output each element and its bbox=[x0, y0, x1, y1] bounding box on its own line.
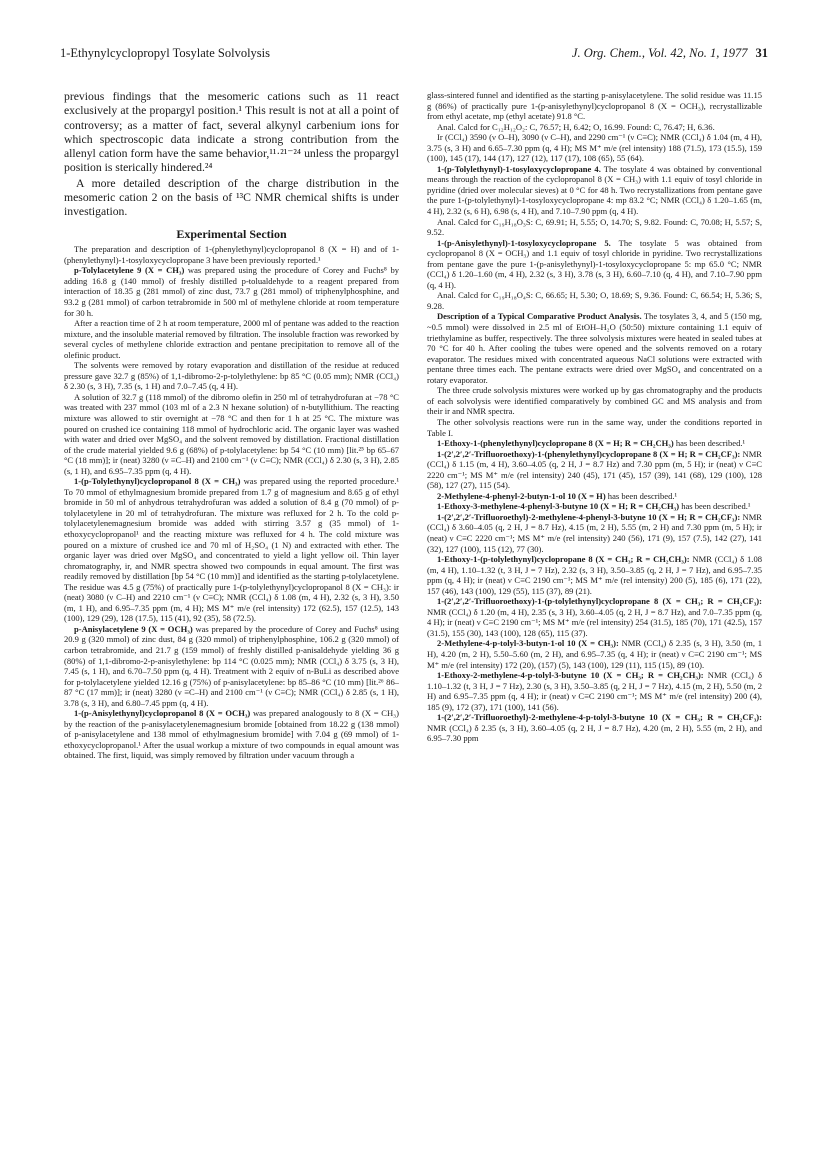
paragraph-text: NMR (CCl₄) δ 3.60–4.05 (q, 2 H, J = 8.7 Hz), 4.15 (m, 2 H), 5.55 (m, 2 H) and 7.30 ppm (m, 5 H); ir (neat) ν C≡C 2220 cm⁻¹; MS M⁺ m/e (rel intensity) 240 (56), 171 (9), 157 (7.5), 142 (27), 141 (32), 127 (100), 115 (12), 77 (30). bbox=[427, 511, 762, 554]
paragraph-text: NMR (CCl₄) δ 2.35 (s, 3 H), 3.60–4.05 (q, 2 H, J = 8.7 Hz), 4.20 (m, 2 H), 5.55 (m, 2 H), and 6.95–7.30 ppm bbox=[427, 722, 762, 744]
paragraph bbox=[427, 712, 762, 744]
paragraph-text: was prepared analogously to 8 (X = CH₃) by the reaction of the p-anisylacetylenemagnesium bromide [obtained from 18.22 g (138 mmol) of p-anisylacetylene and 138 mmol of ethylmagnesium bromide] with 7.04 g (69 mmol) of 1-ethoxycyclopropanol.¹ After the usual workup a mixture of two compounds in equal amount was obtained. The first, liquid, was simply removed by filtration under vacuum through a bbox=[64, 708, 399, 761]
paragraph-text: Anal. Calcd for C₁₉H₁₈O₄S: C, 66.65; H, 5.30; O, 18.69; S, 9.36. Found: C, 66.54; H, 5.36; S, 9.28. bbox=[427, 290, 762, 311]
paragraph-text: Ir (CCl₄) 3590 (ν O–H), 3090 (ν C–H), and 2290 cm⁻¹ (ν C≡C); NMR (CCl₄) δ 1.04 (m, 4 H), 3.75 (s, 3 H) and 6.65–7.30 ppm (q, 4 H); MS M⁺ m/e (rel intensity) 188 (71.5), 173 (15.5), 159 (100), 145 (17), 144 (17), 127 (12), 117 (17), 108 (65), 55 (64). bbox=[427, 132, 762, 164]
paragraph bbox=[427, 438, 762, 449]
paragraph bbox=[427, 554, 762, 596]
paragraph-text: NMR (CCl₄) δ 2.35 (s, 3 H), 3.50 (m, 1 H), 4.20 (m, 2 H), 5.50–5.60 (m, 2 H), and 6.95–7.35 (q, 4 H); ir (neat) ν C≡C 2190 cm⁻¹; MS M⁺ m/e (rel intensity) 172 (20), (157) (5), 143 (100), 129 (11), 115 (15), 89 (10). bbox=[427, 638, 762, 670]
compound-heading: p-Anisylacetylene 9 (X = OCH₃) bbox=[74, 623, 193, 634]
paragraph bbox=[64, 708, 399, 761]
paragraph bbox=[64, 265, 399, 318]
paragraph bbox=[64, 177, 399, 220]
paragraph-text: was prepared using the procedure of Corey and Fuchs⁸ by adding 16.8 g (140 mmol) of freshly distilled p-tolualdehyde to a reagent prepared from interaction of 18.35 g (281 mmol) of zinc dust, 73.7 g (281 mmol) of triphenylphosphine, and 93.2 g (281 mmol) of carbon tetrabromide in 500 ml of methylene chloride at room temperature for 30 h. bbox=[64, 265, 399, 318]
compound-heading: 1-(2′,2′,2′-Trifluoroethyl)-2-methylene-4-p-tolyl-3-butyne 10 (X = CH₃; R = CH₂CF₃): bbox=[437, 712, 762, 723]
paragraph-text: was prepared using the reported procedure.¹ To 70 mmol of ethylmagnesium bromide prepared from 1.7 g of magnesium and 8.65 g of ethyl bromide in 50 ml of anhydrous tetrahydrofuran was added a solution of 8.4 g (70 mmol) of p-tolylacetylene in 20 ml of tetrahydrofuran. The mixture was refluxed for 2 h. To the cold p-tolylacetylenemagnesium bromide was added with stirring 3.57 g (35 mmol) of 1-ethoxycyclopropanol¹ and the reacting mixture was refluxed for 4 h. The cold mixture was poured on a mixture of crushed ice and 70 ml of H₂SO₄ (1 N) and extracted with ether. The organic layer was dried over MgSO₄ and concentrated to yield a light yellow oil. Thin layer chromatography, ir, and NMR spectra showed two compounds in equal amount. The first was readily removed by distillation [bp 54 °C (10 mm)] and identified as the starting p-tolylacetylene. The residue was 4.5 g (75%) of practically pure 1-(p-tolylethynyl)cyclopropanol 8 (X = CH₃): ir (neat) 3080 (ν C–H) and 2210 cm⁻¹ (ν C≡C); NMR (CCl₄) δ 1.08 (m, 4 H), 2.32 (s, 3 H), 3.50 (m, 1 H), and 6.95–7.35 ppm (m, 4 H); MS M⁺ m/e (rel intensity) 172 (62.5), 157 (12.5), 143 (100), 129 (29), 128 (17.5), 115 (41), 92 (35), 58 (72.5). bbox=[64, 476, 399, 624]
compound-heading: 2-Methylene-4-p-tolyl-3-butyn-1-ol 10 (X = CH₃): bbox=[437, 638, 619, 649]
paragraph-text: The tosylate 5 was obtained from cyclopropanol 8 (X = OCH₃) and 1.1 equiv of tosyl chloride in pyridine. Two recrystallizations from pentane gave the pure 1-(p-anisylethynyl)-1-tosyloxycyclopropane 5: mp 65.0 °C; NMR (CCl₄) δ 1.20–1.60 (m, 4 H), 2.32 (s, 3 H), 3.78 (s, 3 H), 6.60–7.10 (q, 4 H), and 7.10–7.90 ppm (q, 4 H). bbox=[427, 237, 762, 290]
compound-heading: 1-(p-Tolylethynyl)-1-tosyloxycyclopropane 4. bbox=[437, 163, 601, 174]
paragraph-text: NMR (CCl₄) δ 1.10–1.32 (t, 3 H, J = 7 Hz), 2.30 (s, 3 H), 3.50–3.85 (q, 2 H, J = 7 Hz), 4.15 (m, 2 H), 5.50 (m, 2 H) and 6.95–7.35 ppm (q, 4 H); ir (neat) ν C≡C 2190 cm⁻¹; MS M⁺ m/e (rel intensity) 200 (4), 185 (9), 172 (37), 171 (100), 141 (56). bbox=[427, 670, 762, 712]
compound-heading: 1-Ethoxy-2-methylene-4-p-tolyl-3-butyne 10 (X = CH₃; R = CH₂CH₃): bbox=[437, 670, 704, 681]
section-heading: Experimental Section bbox=[176, 226, 287, 241]
paragraph-text: has been described.¹ bbox=[673, 438, 746, 449]
paragraph bbox=[64, 318, 399, 360]
compound-heading: 1-(2′,2′,2′-Trifluoroethyl)-2-methylene-4-phenyl-3-butyne 10 (X = H; R = CH₂CF₃): bbox=[437, 511, 741, 522]
paragraph bbox=[427, 238, 762, 291]
paragraph-text: A more detailed description of the charge distribution in the mesomeric cation 2 on the basis of ¹³C NMR chemical shifts is under investigation. bbox=[64, 176, 399, 219]
paragraph-text: glass-sintered funnel and identified as the starting p-anisylacetylene. The solid residue was 11.15 g (86%) of practically pure 1-(p-anisylethynyl)cyclopropanol 8 (X = OCH₃), recrystallizable from ethyl acetate, mp (ethyl acetate) 91.8 °C. bbox=[427, 90, 762, 122]
paragraph bbox=[427, 512, 762, 554]
paragraph-text: previous findings that the mesomeric cations such as 11 react exclusively at the propargyl position.¹ This result is not at all a point of controversy; as a matter of fact, several alkynyl carbenium ions for which spectroscopic data indicate a strong contribution from the allenyl cation form have the same behavior,¹¹·²¹⁻²⁴ unless the propargyl position is sterically hindered.²⁴ bbox=[64, 90, 399, 175]
paragraph bbox=[427, 596, 762, 638]
paragraph bbox=[427, 491, 762, 502]
paragraph bbox=[427, 164, 762, 217]
paragraph-text: Anal. Calcd for C₁₉H₁₈O₃S: C, 69.91; H, 5.55; O, 14.70; S, 9.82. Found: C, 70.08; H, 5.57; S, 9.52. bbox=[427, 216, 762, 238]
journal-citation bbox=[572, 46, 768, 61]
compound-heading: 1-(p-Tolylethynyl)cyclopropanol 8 (X = CH₃) bbox=[74, 476, 241, 487]
compound-heading: 1-Ethoxy-1-(p-tolylethynyl)cyclopropane 8 (X = CH₃; R = CH₂CH₃): bbox=[437, 554, 690, 565]
compound-heading: 1-(2′,2′,2′-Trifluoroethoxy)-1-(p-tolylethynyl)cyclopropane 8 (X = CH₃; R = CH₂CF₃): bbox=[437, 596, 762, 607]
compound-heading: 1-Ethoxy-1-(phenylethynyl)cyclopropane 8 (X = H; R = CH₂CH₃) bbox=[437, 438, 674, 449]
paragraph bbox=[427, 670, 762, 712]
paragraph bbox=[427, 385, 762, 417]
running-head bbox=[60, 46, 768, 64]
paragraph-text: The other solvolysis reactions were run in the same way, under the conditions reported in Table I. bbox=[427, 416, 762, 438]
compound-heading: p-Tolylacetylene 9 (X = CH₃) bbox=[74, 265, 185, 276]
right-column bbox=[427, 90, 762, 1140]
paragraph-text: A solution of 32.7 g (118 mmol) of the dibromo olefin in 250 ml of tetrahydrofuran at −78 °C was treated with 237 mmol (103 ml of a 2.3 N hexane solution) of n-butyllithium. The reacting mixture was allowed to stir overnight at −78 °C and then for 1 h at 25 °C. The mixture was poured on crushed ice containing 118 mmol of hydrochloric acid. The organic layer was washed with water and dried over MgSO₄ and the solvent removed by distillation. Fractional distillation of the crude material yielded 9.6 g (68%) of p-tolylacetylene: bp 54 °C (10 mm) [lit.²⁵ bp 65–67 °C (18 mm)]; ir (neat) 3280 (ν ≡C–H) and 2100 cm⁻¹ (ν C≡C); NMR (CCl₄) δ 2.30 (s, 3 H), 2.85 (s, 1 H), and 6.95–7.35 ppm (q, 4 H). bbox=[64, 391, 399, 476]
paragraph bbox=[64, 360, 399, 392]
paragraph-text: The preparation and description of 1-(phenylethynyl)cyclopropanol 8 (X = H) and of 1-(phenylethynyl)-1-tosyloxycyclopropane 3 have been previously reported.¹ bbox=[64, 244, 399, 265]
paragraph bbox=[427, 122, 762, 133]
compound-heading: 1-(p-Anisylethynyl)cyclopropanol 8 (X = OCH₃) bbox=[74, 708, 251, 719]
paragraph-text: After a reaction time of 2 h at room temperature, 2000 ml of pentane was added to the reaction mixture, and the insoluble material removed by filtration. The insoluble fraction was reworked by several cycles of methylene chloride extraction and pentane precipitation to remove all of the olefinic product. bbox=[64, 318, 399, 360]
paragraph-text: Anal. Calcd for C₁₂H₁₂O₂: C, 76.57; H, 6.42; O, 16.99. Found: C, 76.47; H, 6.36. bbox=[437, 121, 715, 132]
paragraph bbox=[64, 244, 399, 265]
left-column bbox=[64, 90, 399, 1140]
paragraph bbox=[427, 638, 762, 670]
compound-heading: 1-Ethoxy-3-methylene-4-phenyl-3-butyne 10 (X = H; R = CH₂CH₃) bbox=[437, 501, 680, 512]
paragraph bbox=[427, 217, 762, 238]
compound-heading: 2-Methylene-4-phenyl-2-butyn-1-ol 10 (X = H) bbox=[437, 490, 606, 501]
compound-heading: 1-(2′,2′,2′-Trifluoroethoxy)-1-(phenylethynyl)cyclopropane 8 (X = H; R = CH₂CF₃): bbox=[437, 448, 741, 459]
paragraph bbox=[64, 392, 399, 476]
paragraph bbox=[64, 90, 399, 176]
compound-heading: 1-(p-Anisylethynyl)-1-tosyloxycyclopropane 5. bbox=[437, 237, 611, 248]
running-title: 1-Ethynylcyclopropyl Tosylate Solvolysis bbox=[60, 46, 270, 60]
paragraph-text: The solvents were removed by rotary evaporation and distillation of the residue at reduced pressure gave 32.7 g (85%) of 1,1-dibromo-2-p-tolylethylene: bp 85 °C (0.05 mm); NMR (CCl₄) δ 2.30 (s, 3 H), 7.35 (s, 1 H) and 7.0–7.45 (q, 4 H). bbox=[64, 360, 399, 392]
paragraph-text: The tosylate 4 was obtained by conventional means through the reaction of the cyclopropanol 8 (X = CH₃) with 1.1 equiv of tosyl chloride in pyridine (dried over molecular sieves) at 0 °C for 48 h. Two recrystallizations from pentane gave the pure 1-(p-tolylethynyl)-1-tosyloxycyclopropane 4: mp 83.2 °C; NMR (CCl₄) δ 1.20–1.65 (m, 4 H), 2.32 (s, 6 H), 6.98 (s, 4 H), and 7.10–7.90 ppm (q, 4 H). bbox=[427, 163, 762, 217]
paragraph-text: has been described.¹ bbox=[605, 490, 678, 501]
paragraph-text: The three crude solvolysis mixtures were worked up by gas chromatography and the products of each solvolysis were identified comparatively by combined GC and MS analysis and from their ir and NMR spectra. bbox=[427, 385, 762, 417]
paragraph bbox=[427, 449, 762, 491]
paragraph bbox=[427, 501, 762, 512]
paragraph bbox=[64, 624, 399, 708]
paragraph-text: NMR (CCl₄) δ 1.08 (m, 4 H), 1.10–1.32 (t, 3 H, J = 7 Hz), 2.32 (s, 3 H), 3.50–3.85 (q, 2 H, J = 7 Hz), and 6.95–7.35 ppm (q, 4 H); ir (neat) ν C≡C 2190 cm⁻¹; MS M⁺ m/e (rel intensity) 200 (5), 185 (6), 171 (22), 157 (46), 143 (100), 129 (55), 115 (37), 89 (21). bbox=[427, 554, 762, 596]
journal-name: J. Org. Chem., Vol. 42, No. 1, 1977 bbox=[571, 46, 748, 60]
page-number: 31 bbox=[755, 46, 768, 60]
paragraph bbox=[427, 90, 762, 122]
paragraph-text: The tosylates 3, 4, and 5 (150 mg, ~0.5 mmol) were dissolved in 2.5 ml of EtOH–H₂O (50:50) mixture containing 1.1 equiv of triethylamine as buffer, respectively. The three solvolysis mixtures were heated in sealed tubes at 70 °C for 40 h. After cooling the tubes were opened and the solvents removed on a rotary evaporator. The residues mixed with concentrated aqueous NaCl solutions were extracted with pentane three times each. The pentane extracts were dried over MgSO₄ and concentrated on a rotary evaporator. bbox=[427, 311, 762, 385]
paragraph-text: NMR (CCl₄) δ 1.20 (m, 4 H), 2.35 (s, 3 H), 3.60–4.05 (q, 2 H, J = 8.7 Hz), and 7.0–7.35 ppm (q, 4 H); ir (neat) ν C≡C 2190 cm⁻¹; MS M⁺ m/e (rel intensity) 254 (31.5), 185 (70), 171 (42.5), 157 (31.5), 155 (30), 143 (100), 128 (65), 115 (37). bbox=[427, 606, 762, 638]
paragraph bbox=[427, 417, 762, 438]
paragraph-text: has been described.¹ bbox=[679, 501, 751, 512]
paragraph bbox=[427, 290, 762, 311]
paragraph bbox=[64, 476, 399, 624]
paragraph bbox=[427, 132, 762, 164]
paragraph-text: NMR (CCl₄) δ 1.15 (m, 4 H), 3.60–4.05 (q, 2 H, J = 8.7 Hz) and 7.30 ppm (m, 5 H); ir (neat) ν C≡C 2220 cm⁻¹; MS M⁺ m/e (rel intensity) 240 (45), 171 (45), 157 (39), 141 (68), 129 (100), 128 (58), 127 (27), 115 (54). bbox=[427, 448, 762, 491]
paragraph bbox=[427, 311, 762, 385]
compound-heading: Description of a Typical Comparative Product Analysis. bbox=[437, 311, 642, 322]
paragraph-text: was prepared by the procedure of Corey and Fuchs⁸ using 20.9 g (320 mmol) of zinc dust, 84 g (320 mmol) of triphenylphosphine, 106.2 g (320 mmol) of carbon tetrabromide, and 21.7 g (159 mmol) of freshly distilled p-anisaldehyde yielding 36 g (80%) of 1,1-dibromo-2-p-anisylethylene: bp 114 °C (0.025 mm); NMR (CCl₄) δ 3.75 (s, 3 H), 7.45 (s, 1 H), and 6.70–7.50 ppm (q, 4 H). Treatment with 2 equiv of n-BuLi as described above for p-tolylacetylene yielded 12.16 g (75%) of p-anisylacetylene: bp 85–86 °C (10 mm) [lit.²⁶ 86–87 °C (17 mm)]; ir (neat) 3280 (ν ≡C–H) and 2100 cm⁻¹ (ν C≡C); NMR (CCl₄) δ 2.85 (s, 1 H), 3.78 (s, 3 H), and 6.80–7.45 ppm (q, 4 H). bbox=[64, 623, 399, 708]
